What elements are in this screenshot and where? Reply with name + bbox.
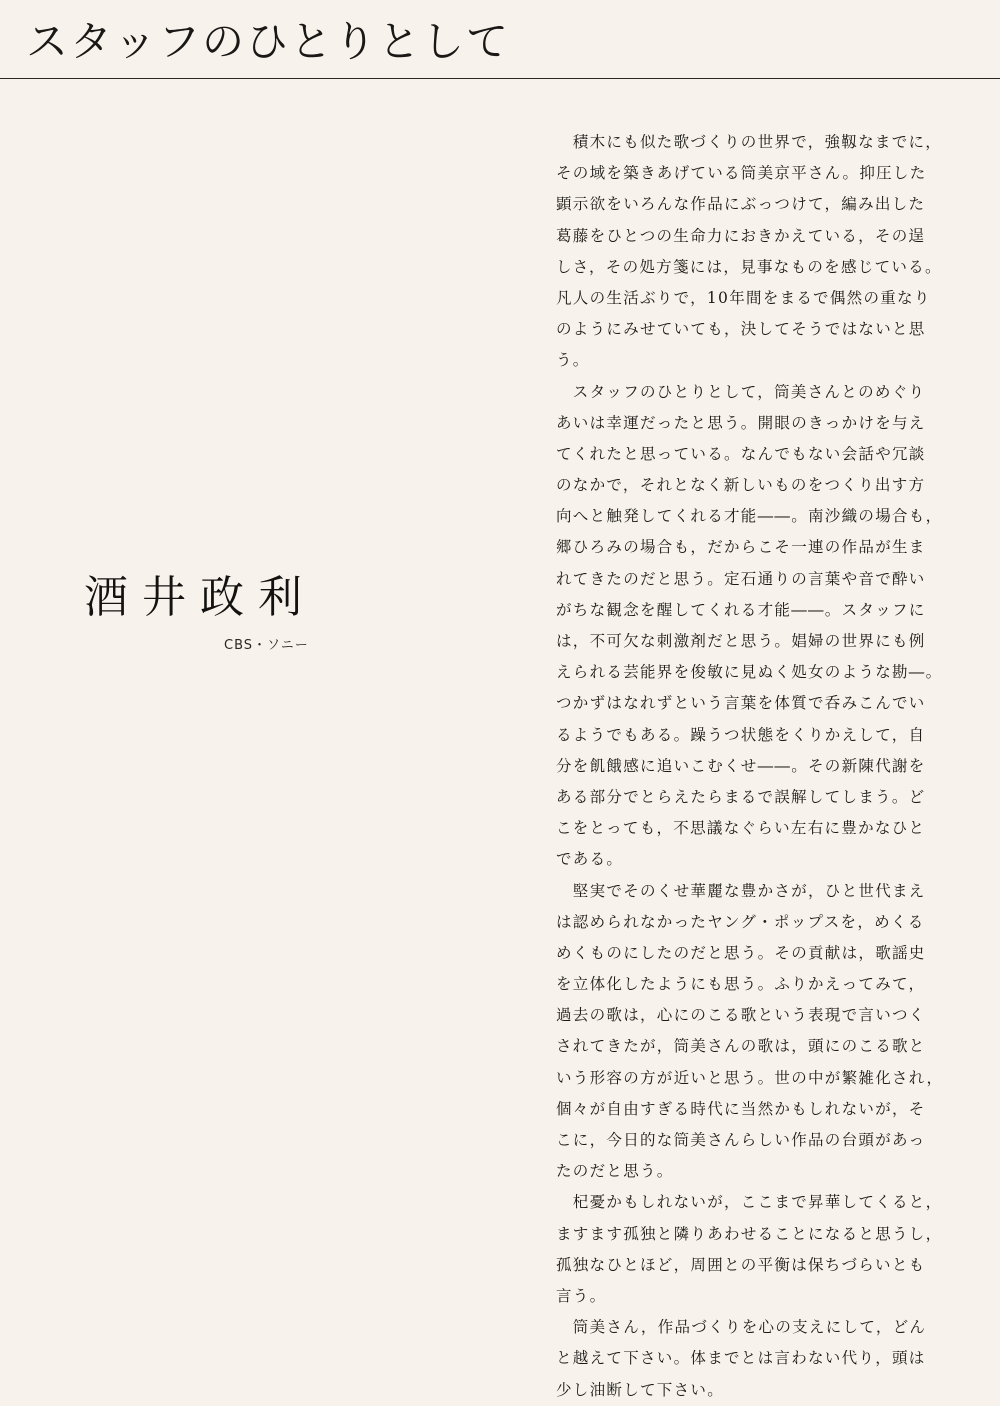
body-line: 孤独なひとほど，周囲との平衡は保ちづらいとも bbox=[556, 1255, 926, 1274]
body-line: う。 bbox=[556, 351, 590, 370]
body-line: 向へと触発してくれる才能――。南沙織の場合も， bbox=[556, 507, 943, 526]
body-line: 個々が自由すぎる時代に当然かもしれないが，そ bbox=[556, 1099, 926, 1118]
body-line: は認められなかったヤング・ポップスを，めくる bbox=[556, 912, 925, 931]
article-body bbox=[556, 127, 992, 1406]
body-line: 葛藤をひとつの生命力におきかえている，その逞 bbox=[556, 226, 926, 245]
author-company: CBS・ソニー bbox=[224, 638, 309, 653]
article-heading: スタッフのひとりとして bbox=[26, 17, 511, 66]
body-line: れてきたのだと思う。定石通りの言葉や音で酔い bbox=[556, 569, 926, 588]
body-line: を立体化したようにも思う。ふりかえってみて， bbox=[556, 975, 926, 994]
body-line: てくれたと思っている。なんでもない会話や冗談 bbox=[556, 444, 926, 463]
body-line: 言う。 bbox=[556, 1286, 607, 1305]
body-line: である。 bbox=[556, 850, 624, 869]
body-line: こに，今日的な筒美さんらしい作品の台頭があっ bbox=[556, 1131, 926, 1149]
body-line: 杞憂かもしれないが，ここまで昇華してくると， bbox=[556, 1193, 943, 1212]
body-line: 郷ひろみの場合も，だからこそ一連の作品が生ま bbox=[556, 538, 926, 557]
body-line: ますます孤独と隣りあわせることになると思うし， bbox=[556, 1224, 943, 1243]
body-line: のようにみせていても，決してそうではないと思 bbox=[556, 320, 926, 339]
author-name: 酒井政利 bbox=[84, 572, 316, 623]
body-line: しさ，その処方箋には，見事なものを感じている。 bbox=[556, 257, 942, 276]
body-line: 分を飢餓感に追いこむくせ――。その新陳代謝を bbox=[556, 756, 926, 775]
body-line: スタッフのひとりとして，筒美さんとのめぐり bbox=[556, 382, 926, 401]
body-line: と越えて下さい。体までとは言わない代り，頭は bbox=[556, 1349, 926, 1368]
body-line: たのだと思う。 bbox=[556, 1162, 674, 1181]
body-line: あいは幸運だったと思う。開眼のきっかけを与え bbox=[556, 413, 926, 432]
body-line: つかずはなれずという言葉を体質で呑みこんでい bbox=[556, 694, 926, 713]
body-line: 筒美さん，作品づくりを心の支えにして，どん bbox=[556, 1318, 927, 1337]
body-line: こをとっても，不思議なぐらい左右に豊かなひと bbox=[556, 819, 926, 838]
body-line: 少し油断して下さい。 bbox=[556, 1380, 725, 1399]
heading-rule bbox=[0, 78, 1000, 79]
body-line: 堅実でそのくせ華麗な豊かさが，ひと世代まえ bbox=[556, 881, 926, 900]
body-line: 積木にも似た歌づくりの世界で，強靱なまでに， bbox=[556, 133, 943, 151]
body-line: のなかで，それとなく新しいものをつくり出す方 bbox=[556, 476, 926, 495]
body-line: めくものにしたのだと思う。その貢献は，歌謡史 bbox=[556, 943, 926, 962]
body-line: されてきたが，筒美さんの歌は，頭にのこる歌と bbox=[556, 1037, 926, 1056]
body-line: 顕示欲をいろんな作品にぶっつけて，編み出した bbox=[556, 195, 926, 214]
body-line: は，不可欠な刺激剤だと思う。娼婦の世界にも例 bbox=[556, 632, 926, 650]
body-line: ある部分でとらえたらまるで誤解してしまう。ど bbox=[556, 787, 926, 806]
body-line: いう形容の方が近いと思う。世の中が繁雑化され， bbox=[556, 1068, 944, 1087]
body-line: えられる芸能界を俊敏に見ぬく処女のような勘―。 bbox=[556, 663, 943, 682]
body-line: 凡人の生活ぶりで，10年間をまるで偶然の重なり bbox=[556, 288, 931, 307]
body-line: るようでもある。躁うつ状態をくりかえして，自 bbox=[556, 725, 926, 744]
body-line: 過去の歌は，心にのこる歌という表現で言いつく bbox=[556, 1006, 926, 1025]
body-line: その域を築きあげている筒美京平さん。抑圧した bbox=[556, 164, 927, 183]
body-line: がちな観念を醒してくれる才能――。スタッフに bbox=[556, 600, 926, 619]
